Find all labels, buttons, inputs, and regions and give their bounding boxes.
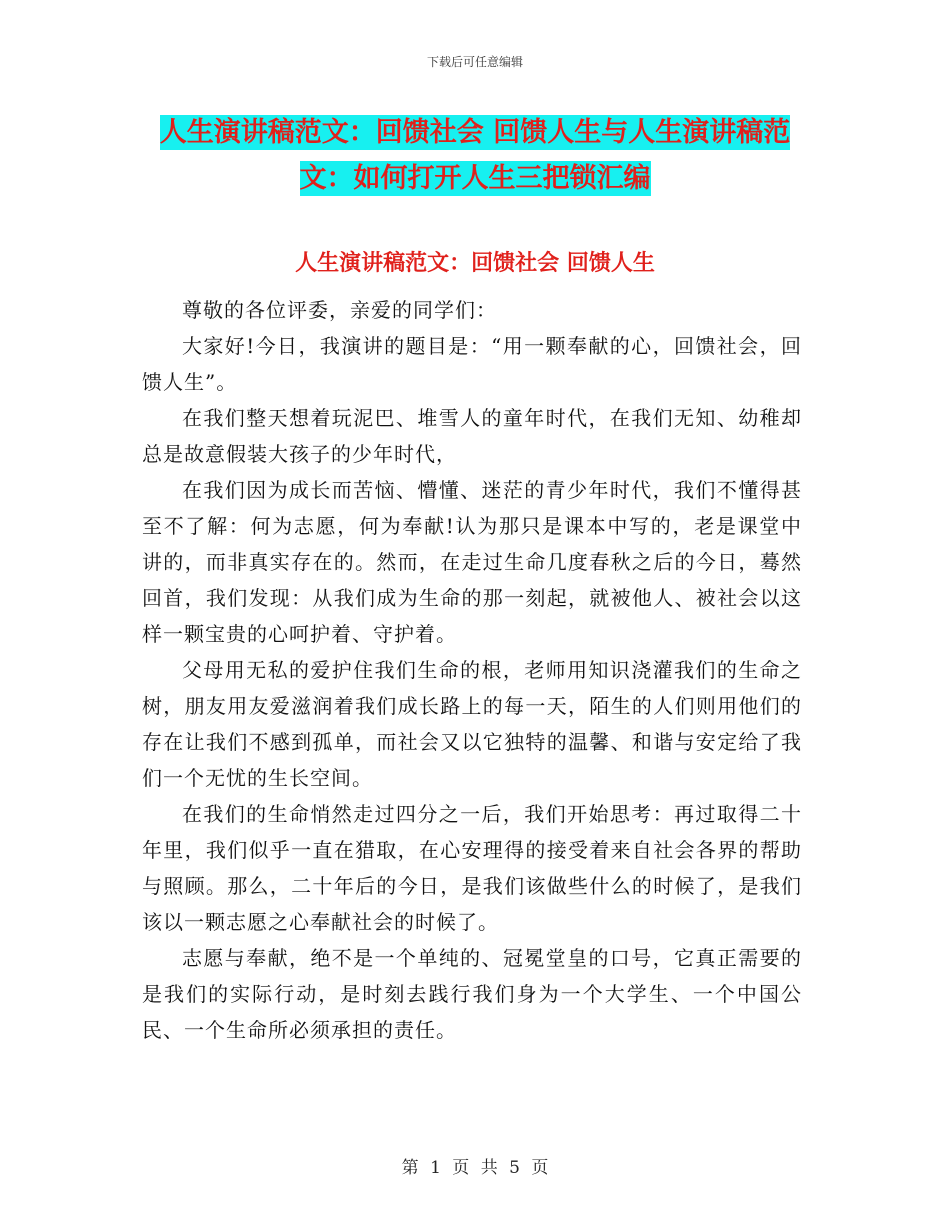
paragraph: 大家好!今日，我演讲的题目是：“用一颗奉献的心，回馈社会，回馈人生”。	[142, 334, 802, 394]
paragraph-salutation: 尊敬的各位评委，亲爱的同学们：	[182, 298, 497, 322]
document-title	[140, 110, 810, 202]
paragraph: 在我们的生命悄然走过四分之一后，我们开始思考：再过取得二十年里，我们似乎一直在猎取，在心安理得的接受着来自社会各界的帮助与照顾。那么，二十年后的今日，是我们该做些什么的时候了，是我们该以一颗志愿之心奉献社会的时候了。	[142, 802, 802, 934]
paragraph: 志愿与奉献，绝不是一个单纯的、冠冕堂皇的口号，它真正需要的是我们的实际行动，是时刻去践行我们身为一个大学生、一个中国公民、一个生命所必须承担的责任。	[142, 946, 802, 1042]
body-text	[142, 292, 802, 1048]
paragraph: 父母用无私的爱护住我们生命的根，老师用知识浇灌我们的生命之树，朋友用友爱滋润着我们成长路上的每一天，陌生的人们则用他们的存在让我们不感到孤单，而社会又以它独特的温馨、和谐与安定给了我们一个无忧的生长空间。	[142, 658, 802, 790]
section-heading: 人生演讲稿范文：回馈社会 回馈人生	[295, 251, 655, 276]
paragraph: 在我们因为成长而苦恼、懵懂、迷茫的青少年时代，我们不懂得甚至不了解：何为志愿，何为奉献!认为那只是课本中写的，老是课堂中讲的，而非真实存在的。然而，在走过生命几度春秋之后的今日，蓦然回首，我们发现：从我们成为生命的那一刻起，就被他人、被社会以这样一颗宝贵的心呵护着、守护着。	[142, 478, 802, 646]
page-number: 第 1 页 共 5 页	[401, 1158, 549, 1178]
header-note: 下载后可任意编辑	[426, 55, 523, 69]
paragraph: 在我们整天想着玩泥巴、堆雪人的童年时代，在我们无知、幼稚却总是故意假装大孩子的少年时代，	[142, 406, 802, 466]
title-highlight: 人生演讲稿范文：回馈社会 回馈人生与人生演讲稿范文：如何打开人生三把锁汇编	[159, 117, 791, 194]
